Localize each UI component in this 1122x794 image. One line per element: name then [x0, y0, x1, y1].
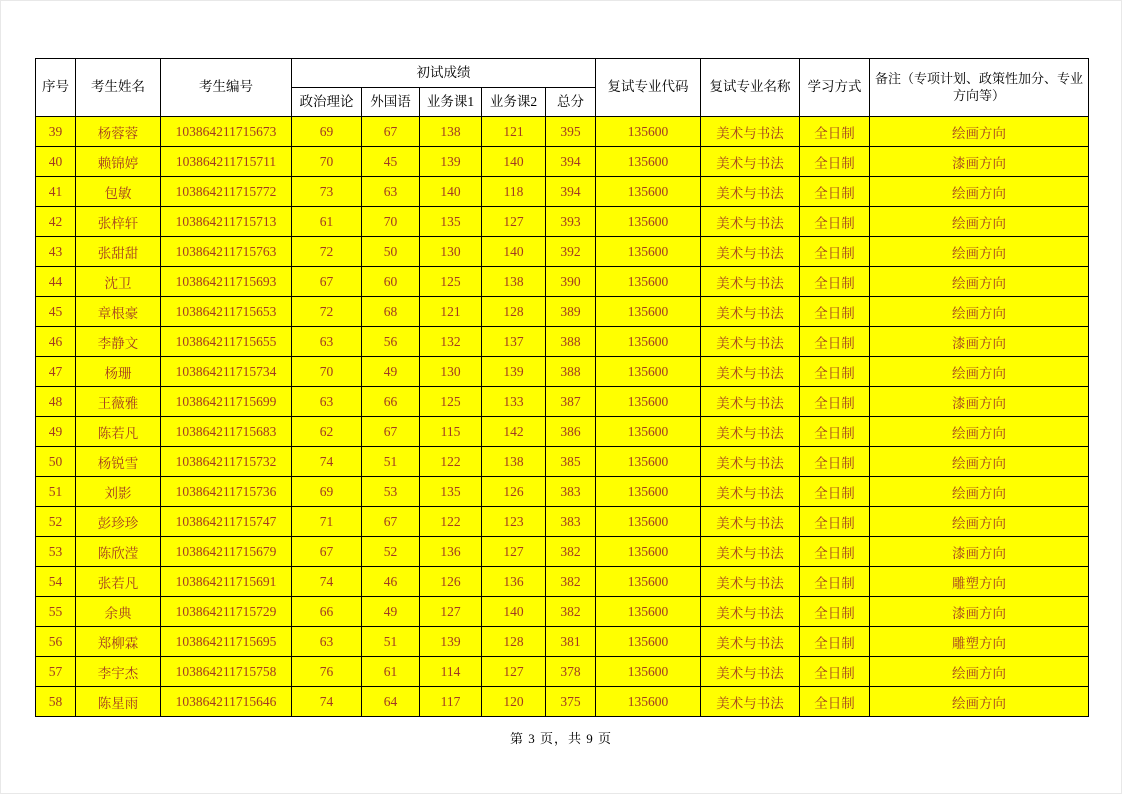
cell-study-mode: 全日制 [800, 207, 870, 237]
cell-remark: 绘画方向 [870, 297, 1089, 327]
cell-study-mode: 全日制 [800, 507, 870, 537]
cell-total: 383 [546, 477, 596, 507]
cell-course2: 138 [482, 447, 546, 477]
cell-candidate-id: 103864211715693 [161, 267, 292, 297]
cell-seq: 58 [36, 687, 76, 717]
cell-remark: 漆画方向 [870, 147, 1089, 177]
cell-candidate-id: 103864211715679 [161, 537, 292, 567]
cell-seq: 47 [36, 357, 76, 387]
header-course1: 业务课1 [420, 88, 482, 117]
cell-remark: 漆画方向 [870, 327, 1089, 357]
cell-politics: 71 [292, 507, 362, 537]
cell-foreign-language: 61 [362, 657, 420, 687]
cell-politics: 72 [292, 237, 362, 267]
cell-study-mode: 全日制 [800, 477, 870, 507]
cell-candidate-id: 103864211715646 [161, 687, 292, 717]
cell-candidate-name: 郑柳霖 [76, 627, 161, 657]
table-row [36, 267, 1089, 297]
cell-course1: 121 [420, 297, 482, 327]
table-row [36, 327, 1089, 357]
cell-seq: 40 [36, 147, 76, 177]
cell-study-mode: 全日制 [800, 237, 870, 267]
table-row [36, 297, 1089, 327]
cell-seq: 39 [36, 117, 76, 147]
cell-foreign-language: 53 [362, 477, 420, 507]
header-candidate-id: 考生编号 [161, 59, 292, 117]
cell-remark: 绘画方向 [870, 237, 1089, 267]
cell-total: 390 [546, 267, 596, 297]
cell-retest-major-name: 美术与书法 [701, 447, 800, 477]
cell-seq: 53 [36, 537, 76, 567]
header-foreign-language: 外国语 [362, 88, 420, 117]
table-row [36, 177, 1089, 207]
cell-candidate-id: 103864211715711 [161, 147, 292, 177]
cell-politics: 74 [292, 687, 362, 717]
table-row [36, 357, 1089, 387]
cell-foreign-language: 46 [362, 567, 420, 597]
cell-retest-major-name: 美术与书法 [701, 297, 800, 327]
cell-study-mode: 全日制 [800, 327, 870, 357]
header-total: 总分 [546, 88, 596, 117]
header-course2: 业务课2 [482, 88, 546, 117]
header-retest-major-code: 复试专业代码 [596, 59, 701, 117]
cell-total: 383 [546, 507, 596, 537]
cell-remark: 绘画方向 [870, 507, 1089, 537]
table-row [36, 207, 1089, 237]
cell-retest-major-code: 135600 [596, 327, 701, 357]
cell-retest-major-code: 135600 [596, 627, 701, 657]
cell-candidate-id: 103864211715747 [161, 507, 292, 537]
cell-course2: 118 [482, 177, 546, 207]
cell-candidate-name: 包敏 [76, 177, 161, 207]
cell-retest-major-name: 美术与书法 [701, 387, 800, 417]
cell-retest-major-code: 135600 [596, 147, 701, 177]
table-row [36, 507, 1089, 537]
cell-study-mode: 全日制 [800, 117, 870, 147]
cell-politics: 69 [292, 477, 362, 507]
cell-candidate-name: 李宇杰 [76, 657, 161, 687]
cell-foreign-language: 49 [362, 597, 420, 627]
cell-seq: 48 [36, 387, 76, 417]
cell-course1: 125 [420, 267, 482, 297]
cell-foreign-language: 66 [362, 387, 420, 417]
cell-candidate-id: 103864211715713 [161, 207, 292, 237]
cell-retest-major-name: 美术与书法 [701, 477, 800, 507]
header-retest-major-name: 复试专业名称 [701, 59, 800, 117]
cell-course1: 125 [420, 387, 482, 417]
cell-course2: 140 [482, 237, 546, 267]
cell-remark: 漆画方向 [870, 387, 1089, 417]
table-row [36, 417, 1089, 447]
cell-total: 387 [546, 387, 596, 417]
cell-seq: 54 [36, 567, 76, 597]
cell-study-mode: 全日制 [800, 627, 870, 657]
table-header [36, 59, 1089, 117]
cell-politics: 63 [292, 327, 362, 357]
cell-retest-major-code: 135600 [596, 447, 701, 477]
table-row [36, 117, 1089, 147]
cell-politics: 63 [292, 627, 362, 657]
cell-course1: 114 [420, 657, 482, 687]
cell-course1: 115 [420, 417, 482, 447]
cell-candidate-name: 张梓轩 [76, 207, 161, 237]
cell-course1: 122 [420, 507, 482, 537]
cell-course2: 138 [482, 267, 546, 297]
cell-seq: 50 [36, 447, 76, 477]
cell-remark: 雕塑方向 [870, 567, 1089, 597]
cell-total: 382 [546, 597, 596, 627]
cell-foreign-language: 49 [362, 357, 420, 387]
cell-retest-major-code: 135600 [596, 537, 701, 567]
cell-politics: 74 [292, 447, 362, 477]
cell-total: 382 [546, 537, 596, 567]
cell-total: 378 [546, 657, 596, 687]
cell-remark: 绘画方向 [870, 477, 1089, 507]
cell-foreign-language: 63 [362, 177, 420, 207]
cell-course2: 120 [482, 687, 546, 717]
table-body [36, 117, 1089, 717]
cell-candidate-name: 杨珊 [76, 357, 161, 387]
cell-course2: 126 [482, 477, 546, 507]
table-row [36, 597, 1089, 627]
table-row [36, 147, 1089, 177]
cell-candidate-name: 陈若凡 [76, 417, 161, 447]
cell-retest-major-code: 135600 [596, 417, 701, 447]
page-number-footer: 第 3 页，共 9 页 [509, 731, 612, 746]
cell-politics: 66 [292, 597, 362, 627]
cell-study-mode: 全日制 [800, 567, 870, 597]
cell-candidate-name: 王薇雅 [76, 387, 161, 417]
cell-retest-major-code: 135600 [596, 567, 701, 597]
cell-retest-major-name: 美术与书法 [701, 687, 800, 717]
cell-remark: 绘画方向 [870, 447, 1089, 477]
cell-remark: 雕塑方向 [870, 627, 1089, 657]
header-initial-exam-group: 初试成绩 [292, 59, 596, 88]
cell-course2: 127 [482, 207, 546, 237]
cell-seq: 41 [36, 177, 76, 207]
cell-foreign-language: 64 [362, 687, 420, 717]
cell-retest-major-name: 美术与书法 [701, 267, 800, 297]
cell-seq: 45 [36, 297, 76, 327]
cell-course1: 136 [420, 537, 482, 567]
table-row [36, 477, 1089, 507]
cell-remark: 绘画方向 [870, 687, 1089, 717]
cell-course1: 130 [420, 237, 482, 267]
cell-retest-major-code: 135600 [596, 207, 701, 237]
cell-foreign-language: 60 [362, 267, 420, 297]
table-row [36, 387, 1089, 417]
cell-course2: 133 [482, 387, 546, 417]
cell-seq: 46 [36, 327, 76, 357]
cell-course2: 128 [482, 297, 546, 327]
cell-candidate-name: 陈欣滢 [76, 537, 161, 567]
table-row [36, 687, 1089, 717]
cell-course2: 142 [482, 417, 546, 447]
cell-retest-major-code: 135600 [596, 177, 701, 207]
cell-course1: 130 [420, 357, 482, 387]
cell-candidate-id: 103864211715699 [161, 387, 292, 417]
cell-foreign-language: 70 [362, 207, 420, 237]
cell-seq: 49 [36, 417, 76, 447]
cell-candidate-id: 103864211715691 [161, 567, 292, 597]
cell-politics: 61 [292, 207, 362, 237]
header-study-mode: 学习方式 [800, 59, 870, 117]
cell-course2: 123 [482, 507, 546, 537]
cell-retest-major-code: 135600 [596, 387, 701, 417]
cell-course1: 132 [420, 327, 482, 357]
table-row [36, 537, 1089, 567]
cell-total: 381 [546, 627, 596, 657]
cell-study-mode: 全日制 [800, 357, 870, 387]
cell-course2: 139 [482, 357, 546, 387]
cell-study-mode: 全日制 [800, 147, 870, 177]
cell-candidate-name: 张甜甜 [76, 237, 161, 267]
cell-remark: 绘画方向 [870, 417, 1089, 447]
cell-total: 394 [546, 177, 596, 207]
cell-course1: 122 [420, 447, 482, 477]
cell-retest-major-name: 美术与书法 [701, 537, 800, 567]
cell-retest-major-name: 美术与书法 [701, 567, 800, 597]
cell-politics: 67 [292, 537, 362, 567]
cell-total: 388 [546, 327, 596, 357]
cell-retest-major-name: 美术与书法 [701, 507, 800, 537]
cell-course1: 140 [420, 177, 482, 207]
cell-politics: 72 [292, 297, 362, 327]
cell-total: 385 [546, 447, 596, 477]
cell-course2: 127 [482, 537, 546, 567]
cell-candidate-id: 103864211715729 [161, 597, 292, 627]
cell-candidate-name: 彭珍珍 [76, 507, 161, 537]
cell-retest-major-code: 135600 [596, 117, 701, 147]
cell-foreign-language: 67 [362, 417, 420, 447]
cell-study-mode: 全日制 [800, 417, 870, 447]
cell-remark: 绘画方向 [870, 177, 1089, 207]
cell-foreign-language: 67 [362, 507, 420, 537]
cell-candidate-id: 103864211715758 [161, 657, 292, 687]
cell-politics: 69 [292, 117, 362, 147]
cell-course1: 139 [420, 147, 482, 177]
cell-candidate-id: 103864211715736 [161, 477, 292, 507]
cell-retest-major-code: 135600 [596, 237, 701, 267]
cell-seq: 42 [36, 207, 76, 237]
cell-total: 388 [546, 357, 596, 387]
cell-study-mode: 全日制 [800, 387, 870, 417]
cell-study-mode: 全日制 [800, 657, 870, 687]
cell-retest-major-code: 135600 [596, 477, 701, 507]
cell-remark: 绘画方向 [870, 357, 1089, 387]
cell-candidate-id: 103864211715763 [161, 237, 292, 267]
cell-course2: 127 [482, 657, 546, 687]
cell-candidate-name: 李静文 [76, 327, 161, 357]
cell-retest-major-code: 135600 [596, 297, 701, 327]
header-remark: 备注（专项计划、政策性加分、专业方向等） [870, 59, 1089, 117]
cell-politics: 63 [292, 387, 362, 417]
cell-retest-major-code: 135600 [596, 657, 701, 687]
cell-retest-major-name: 美术与书法 [701, 417, 800, 447]
cell-candidate-id: 103864211715695 [161, 627, 292, 657]
cell-foreign-language: 56 [362, 327, 420, 357]
cell-candidate-id: 103864211715655 [161, 327, 292, 357]
cell-retest-major-name: 美术与书法 [701, 117, 800, 147]
cell-foreign-language: 51 [362, 447, 420, 477]
cell-total: 393 [546, 207, 596, 237]
cell-candidate-name: 张若凡 [76, 567, 161, 597]
cell-seq: 57 [36, 657, 76, 687]
table-row [36, 567, 1089, 597]
cell-course1: 139 [420, 627, 482, 657]
cell-course2: 140 [482, 597, 546, 627]
cell-candidate-id: 103864211715683 [161, 417, 292, 447]
cell-candidate-id: 103864211715653 [161, 297, 292, 327]
cell-course1: 117 [420, 687, 482, 717]
cell-total: 395 [546, 117, 596, 147]
table-row [36, 657, 1089, 687]
cell-candidate-name: 余典 [76, 597, 161, 627]
cell-candidate-name: 陈星雨 [76, 687, 161, 717]
cell-foreign-language: 68 [362, 297, 420, 327]
cell-total: 382 [546, 567, 596, 597]
cell-course2: 121 [482, 117, 546, 147]
cell-course2: 128 [482, 627, 546, 657]
header-seq: 序号 [36, 59, 76, 117]
cell-foreign-language: 50 [362, 237, 420, 267]
cell-retest-major-name: 美术与书法 [701, 627, 800, 657]
cell-study-mode: 全日制 [800, 687, 870, 717]
cell-course2: 140 [482, 147, 546, 177]
cell-candidate-id: 103864211715673 [161, 117, 292, 147]
cell-course1: 135 [420, 207, 482, 237]
cell-candidate-id: 103864211715734 [161, 357, 292, 387]
cell-politics: 74 [292, 567, 362, 597]
cell-total: 394 [546, 147, 596, 177]
cell-remark: 绘画方向 [870, 267, 1089, 297]
cell-politics: 76 [292, 657, 362, 687]
table-row [36, 237, 1089, 267]
cell-course1: 138 [420, 117, 482, 147]
cell-remark: 绘画方向 [870, 207, 1089, 237]
cell-politics: 70 [292, 357, 362, 387]
cell-retest-major-name: 美术与书法 [701, 207, 800, 237]
cell-study-mode: 全日制 [800, 447, 870, 477]
cell-retest-major-name: 美术与书法 [701, 147, 800, 177]
cell-foreign-language: 67 [362, 117, 420, 147]
cell-candidate-name: 杨蓉蓉 [76, 117, 161, 147]
cell-retest-major-name: 美术与书法 [701, 597, 800, 627]
cell-remark: 绘画方向 [870, 117, 1089, 147]
cell-seq: 55 [36, 597, 76, 627]
cell-remark: 绘画方向 [870, 657, 1089, 687]
cell-total: 386 [546, 417, 596, 447]
cell-candidate-name: 杨锐雪 [76, 447, 161, 477]
cell-seq: 56 [36, 627, 76, 657]
table-row [36, 627, 1089, 657]
cell-course2: 136 [482, 567, 546, 597]
cell-seq: 44 [36, 267, 76, 297]
cell-candidate-name: 赖锦婷 [76, 147, 161, 177]
cell-candidate-id: 103864211715772 [161, 177, 292, 207]
cell-retest-major-name: 美术与书法 [701, 237, 800, 267]
score-table [35, 58, 1089, 717]
cell-candidate-name: 刘影 [76, 477, 161, 507]
cell-candidate-id: 103864211715732 [161, 447, 292, 477]
cell-retest-major-code: 135600 [596, 687, 701, 717]
cell-politics: 70 [292, 147, 362, 177]
cell-study-mode: 全日制 [800, 537, 870, 567]
cell-seq: 43 [36, 237, 76, 267]
cell-study-mode: 全日制 [800, 177, 870, 207]
cell-retest-major-code: 135600 [596, 507, 701, 537]
cell-politics: 73 [292, 177, 362, 207]
cell-total: 392 [546, 237, 596, 267]
header-candidate-name: 考生姓名 [76, 59, 161, 117]
cell-retest-major-name: 美术与书法 [701, 327, 800, 357]
cell-foreign-language: 51 [362, 627, 420, 657]
cell-seq: 51 [36, 477, 76, 507]
cell-politics: 62 [292, 417, 362, 447]
cell-retest-major-code: 135600 [596, 597, 701, 627]
cell-course1: 126 [420, 567, 482, 597]
cell-foreign-language: 45 [362, 147, 420, 177]
cell-retest-major-code: 135600 [596, 357, 701, 387]
cell-retest-major-code: 135600 [596, 267, 701, 297]
cell-remark: 漆画方向 [870, 537, 1089, 567]
cell-study-mode: 全日制 [800, 597, 870, 627]
cell-politics: 67 [292, 267, 362, 297]
cell-course2: 137 [482, 327, 546, 357]
cell-seq: 52 [36, 507, 76, 537]
cell-retest-major-name: 美术与书法 [701, 177, 800, 207]
cell-course1: 135 [420, 477, 482, 507]
cell-total: 389 [546, 297, 596, 327]
cell-foreign-language: 52 [362, 537, 420, 567]
table-row [36, 447, 1089, 477]
cell-total: 375 [546, 687, 596, 717]
cell-retest-major-name: 美术与书法 [701, 657, 800, 687]
cell-candidate-name: 沈卫 [76, 267, 161, 297]
cell-study-mode: 全日制 [800, 267, 870, 297]
header-politics: 政治理论 [292, 88, 362, 117]
cell-retest-major-name: 美术与书法 [701, 357, 800, 387]
cell-course1: 127 [420, 597, 482, 627]
cell-remark: 漆画方向 [870, 597, 1089, 627]
cell-study-mode: 全日制 [800, 297, 870, 327]
cell-candidate-name: 章根豪 [76, 297, 161, 327]
